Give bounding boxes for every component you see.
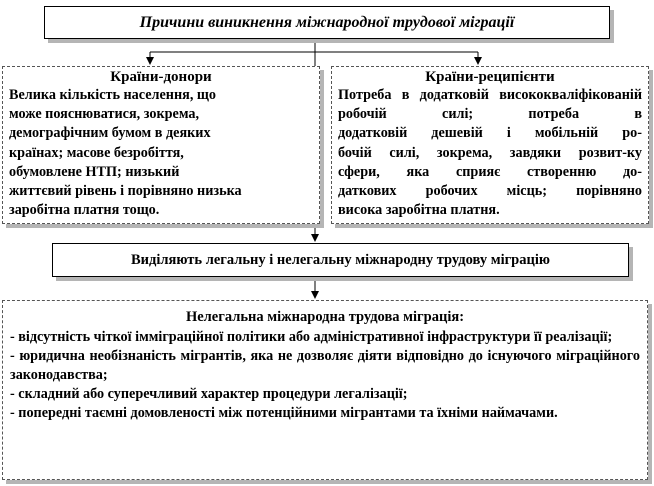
recipient-countries-box [331,66,649,224]
illegal-reason-item: - відсутність чіткої імміграційної політики або адміністративної інфраструктури її реалізації; [10,329,613,345]
donor-line: демографічним бумом в деяких [9,125,211,142]
diagram-title: Причини виникнення міжнародної трудової міграції [139,13,515,31]
donor-line: заробітна платня тощо. [9,202,160,219]
recipient-line: Потреба в додатковій висококваліфікованій робочій силі; потреба в [338,87,642,123]
recipient-line: даткових робочих місць; порівняно [338,183,642,200]
donor-line: країнах; масове безробіття, [9,144,184,161]
donor-countries-box [2,66,320,224]
illegal-reason-item: - складний або суперечливий характер процедури легалізації; [10,386,408,402]
recipient-line: бочій силі, зокрема, завдяки розвит-ку [338,144,642,161]
donor-line: Велика кількість населення, що [9,87,216,103]
illegal-migration-box [2,300,648,480]
recipient-line: висока заробітна платня. [338,202,500,219]
recipient-heading: Країни-реципієнти [425,69,555,85]
recipient-text [338,86,642,220]
legal-illegal-text: Виділяють легальну і нелегальну міжнародну трудову міграцію [131,251,550,268]
illegal-heading: Нелегальна міжнародна трудова міграція: [185,309,465,325]
recipient-line: додатковій дешевій і мобільній ро- [338,125,642,142]
recipient-line: сфери, яка сприяє створенню до- [338,163,642,180]
title-box [44,6,610,39]
donor-line: життєвий рівень і порівняно низька [9,183,242,200]
illegal-reason-item: - попередні таємні домовленості між потенційними мігрантами та їхніми наймачами. [10,405,558,421]
illegal-reason-item: - юридична необізнаність мігрантів, яка не дозволяє діяти відповідно до існуючого міграційного законодавства; [10,348,640,383]
donor-text [9,86,313,220]
donor-line: обумовлене НТП; низький [9,163,180,180]
donor-heading: Країни-донори [110,69,212,85]
donor-line: може пояснюватися, зокрема, [9,106,200,123]
legal-illegal-box [52,243,629,277]
